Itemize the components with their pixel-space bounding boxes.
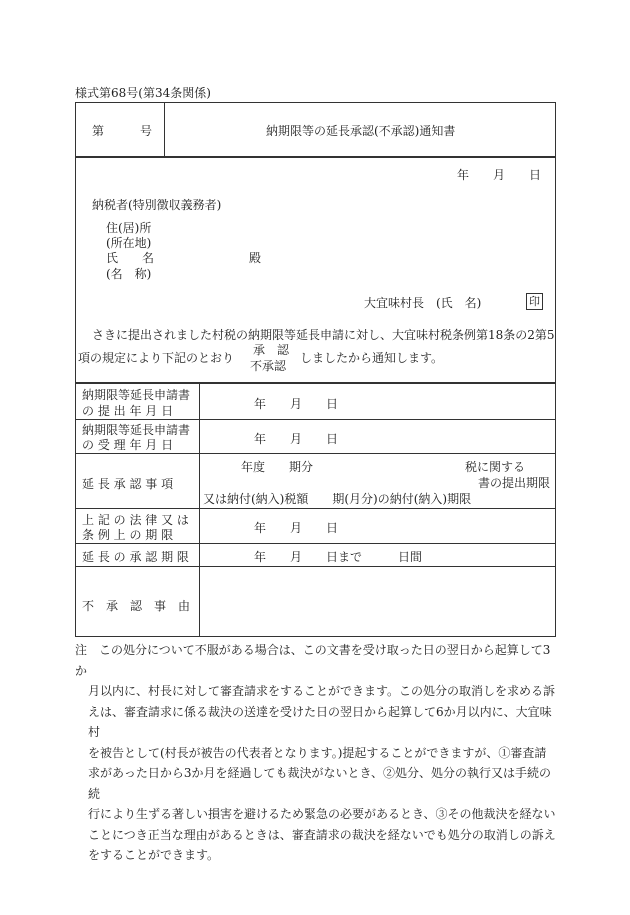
statutory-deadline-label-a: 上 記 の 法 律 又 は [82,513,189,527]
tax-related-text: 税に関する [465,460,526,474]
disapproval-reason-label: 不 承 認 事 由 [82,599,191,613]
approved-extension-label: 延 長 の 承 認 期 限 [82,550,189,564]
header-divider [164,102,165,157]
table-row-divider [75,566,556,567]
document-number-label: 第 号 [92,124,153,138]
table-column-divider [199,383,200,637]
notice-body-line2-suffix: しましたから通知します。 [300,351,444,365]
table-row-divider [75,543,556,544]
address-label: 住(居)所 [106,221,152,235]
note-line: えは、審査請求に係る裁決の送達を受けた日の翌日から起算して6か月以内に、大宜味村 [88,704,552,739]
note-line: を被告として(村長が被告の代表者となります。)提起することができますが、①審査請 [88,745,547,760]
filing-deadline-text: 書の提出期限 [478,476,551,490]
disapprove-option: 不承認 [250,359,287,373]
form-reference: 様式第68号(第34条関係) [75,86,211,100]
fiscal-year-period: 年度 期分 [241,460,314,474]
receipt-date-label-a: 納期限等延長申請書 [82,423,191,437]
submission-date-label-b: の 提 出 年 月 日 [82,404,174,418]
payment-deadline-text: 又は納付(納入)税額 期(月分)の納付(納入)期限 [203,492,472,506]
issue-date: 年 月 日 [457,168,542,182]
note-line: 月以内に、村長に対して審査請求をすることができます。この処分の取消しを求める訴 [88,684,556,698]
receipt-date-label-b: の 受 理 年 月 日 [82,438,174,452]
note-line: 注 この処分について不服がある場合は、この文書を受け取った日の翌日から起算して3か [75,643,551,678]
approve-option: 承 認 [253,343,290,357]
note-line: 行により生ずる著しい損害を避けるため緊急の必要があるとき、③その他裁決を経ない [88,807,556,821]
receipt-date-value: 年 月 日 [254,432,339,446]
notice-body-line1: さきに提出されました村税の納期限等延長申請に対し、大宜味村税条例第18条の2第5 [92,328,555,342]
name-label: 氏 名 [106,251,155,265]
issuer-label: 大宜味村長 (氏 名) [364,296,482,310]
appeal-note [75,640,561,866]
submission-date-value: 年 月 日 [254,397,339,411]
submission-date-label-a: 納期限等延長申請書 [82,388,191,402]
table-row-divider [75,508,556,509]
note-line: 求があった日から3か月を経過しても裁決がないとき、②処分、処分の執行又は手続の続 [88,766,552,801]
seal-mark: 印 [526,293,543,310]
statutory-deadline-label-b: 条 例 上 の 期 限 [82,528,174,542]
approved-extension-value: 年 月 日まで 日間 [254,550,423,564]
notice-body-line2-prefix: 項の規定により下記のとおり [78,351,235,365]
note-line: ことにつき正当な理由があるときは、審査請求の裁決を経ないでも処分の取消しの訴え [88,827,556,842]
statutory-deadline-value: 年 月 日 [254,521,339,535]
address-alt-label: (所在地) [106,236,152,250]
name-alt-label: (名 称) [106,267,152,281]
honorific: 殿 [249,251,262,265]
document-title: 納期限等の延長承認(不承認)通知書 [266,124,456,138]
note-line: をすることができます。 [88,848,220,862]
taxpayer-label: 納税者(特別徴収義務者) [92,198,222,212]
table-row-divider [75,419,556,420]
extension-items-label: 延 長 承 認 事 項 [82,477,174,491]
table-row-divider [75,453,556,454]
